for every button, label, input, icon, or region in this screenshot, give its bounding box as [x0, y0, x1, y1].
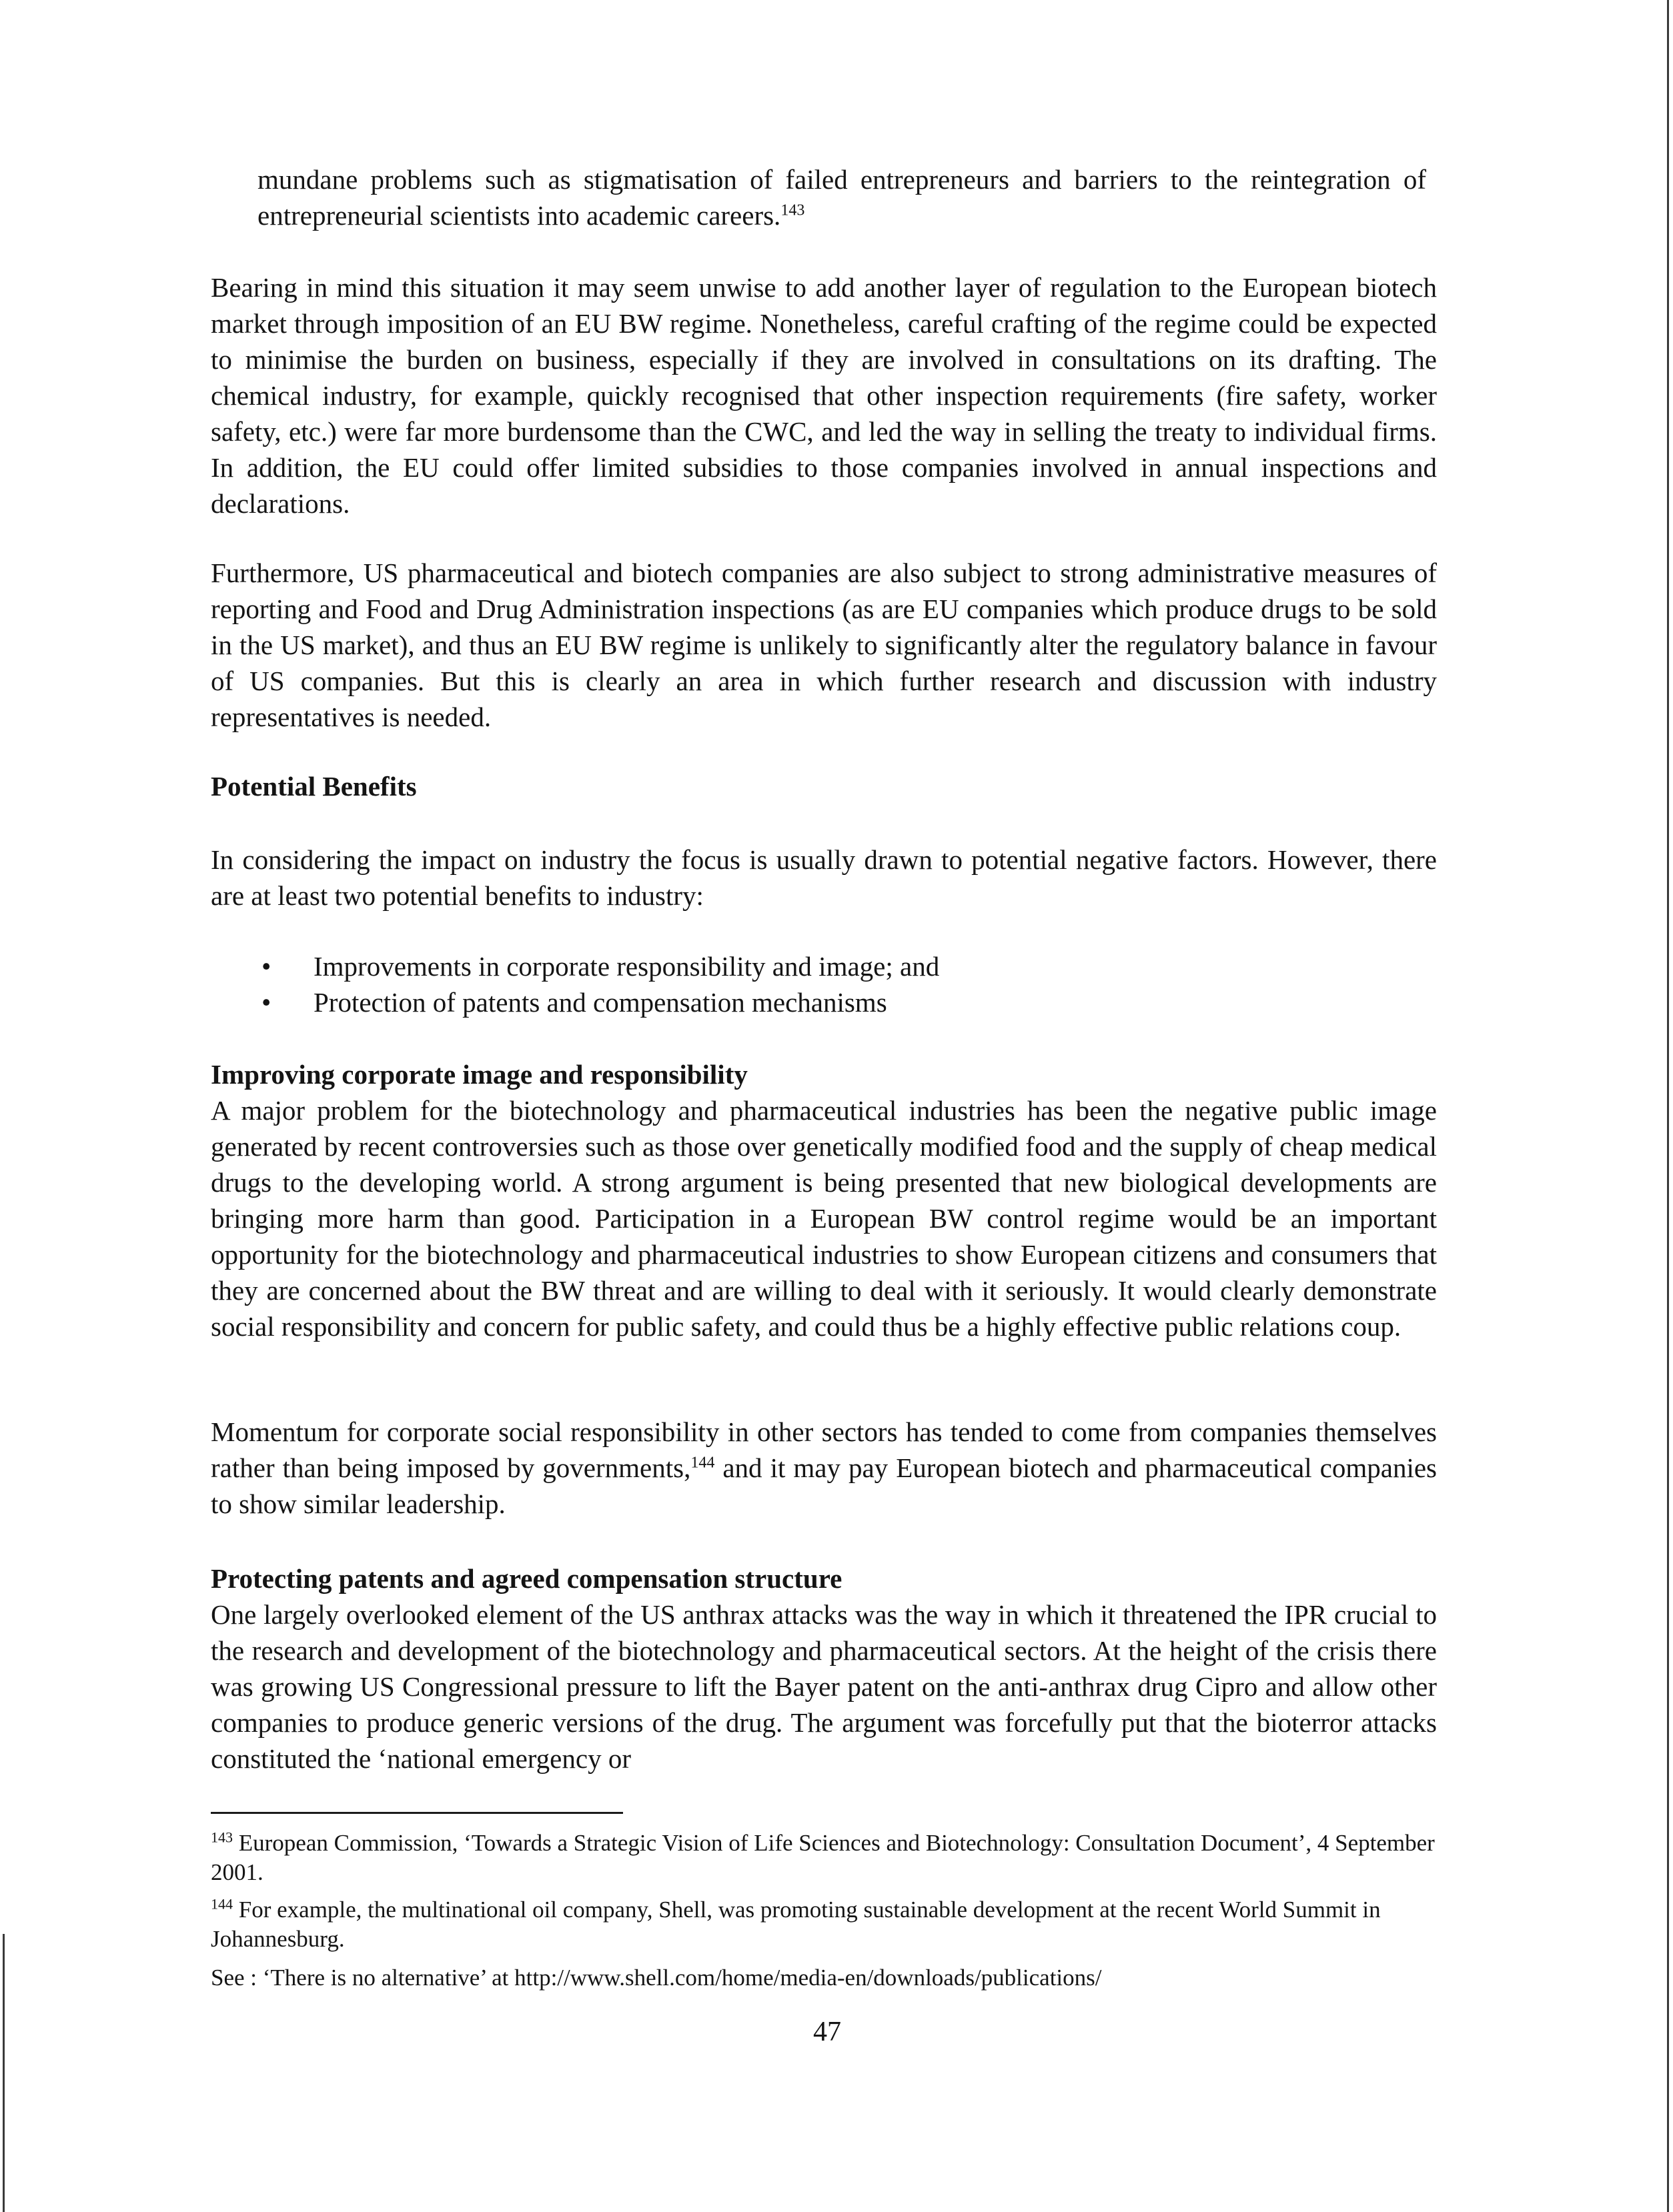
footnote-see-link[interactable]: See : ‘There is no alternative’ at http://www.shell.com/home/media-en/downloads/publications/	[211, 1965, 1102, 1991]
scan-edge-left	[3, 1934, 5, 2212]
paragraph-us-companies: Furthermore, US pharmaceutical and biotech companies are also subject to strong administrative measures of reporting and Food and Drug Administration inspections (as are EU companies which produce drugs to be sold in the US market), and thus an EU BW regime is unlikely to significantly alter the regulatory balance in favour of US companies. But this is clearly an area in which further research and discussion with industry representatives is needed.	[211, 558, 1437, 732]
list-item	[257, 984, 1425, 1020]
indented-quote-paragraph	[257, 161, 1426, 233]
paragraph-impact-on-industry: In considering the impact on industry the focus is usually drawn to potential negative factors. However, there are at least two potential benefits to industry:	[211, 844, 1437, 911]
footnote-143	[211, 1829, 1437, 1887]
benefits-list	[257, 948, 1425, 1020]
paragraph-momentum	[211, 1414, 1437, 1522]
list-item-text: Improvements in corporate responsibility and image; and	[314, 951, 940, 982]
heading-corporate-image: Improving corporate image and responsibility	[211, 1059, 748, 1090]
paragraph-anthrax-ipr: One largely overlooked element of the US anthrax attacks was the way in which it threatened the IPR crucial to the research and development of the biotechnology and pharmaceutical sectors. At the height of the crisis there was growing US Congressional pressure to lift the Bayer patent on the anti-anthrax drug Cipro and allow other companies to produce generic versions of the drug. The argument was forcefully put that the bioterror attacks constituted the ‘national emergency or	[211, 1599, 1437, 1774]
footnote-text-143: European Commission, ‘Towards a Strategic Vision of Life Sciences and Biotechnology: Consultation Document’, 4 September 2001.	[211, 1830, 1435, 1885]
footnote-number-143: 143	[211, 1829, 233, 1846]
footnote-ref-144[interactable]: 144	[690, 1454, 715, 1472]
bullet-icon: •	[261, 987, 271, 1018]
scan-edge-right	[1667, 0, 1669, 2212]
list-item	[257, 948, 1425, 984]
momentum-text-before: Momentum for corporate social responsibility in other sectors has tended to come from companies themselves rather than being imposed by governments,	[211, 1416, 1437, 1483]
quote-text: mundane problems such as stigmatisation of failed entrepreneurs and barriers to the reintegration of entrepreneurial scientists into academic careers.	[257, 164, 1426, 231]
footnote-144	[211, 1895, 1437, 1954]
momentum-text-after: and it may pay European biotech and pharmaceutical companies to show similar leadership.	[211, 1452, 1437, 1519]
footnote-ref-143[interactable]: 143	[780, 201, 805, 219]
footnote-text-144: For example, the multinational oil company, Shell, was promoting sustainable development at the recent World Summit in Johannesburg.	[211, 1897, 1381, 1952]
paragraph-regulation-burden: Bearing in mind this situation it may seem unwise to add another layer of regulation to the European biotech market through imposition of an EU BW regime. Nonetheless, careful crafting of the regime could be expected to minimise the burden on business, especially if they are involved in consultations on its drafting. The chemical industry, for example, quickly recognised that other inspection requirements (fire safety, worker safety, etc.) were far more burdensome than the CWC, and led the way in selling the treaty to individual firms. In addition, the EU could offer limited subsidies to those companies involved in annual inspections and declarations.	[211, 272, 1437, 519]
footnote-divider	[211, 1812, 623, 1814]
list-item-text: Protection of patents and compensation mechanisms	[314, 987, 887, 1018]
heading-protecting-patents: Protecting patents and agreed compensation structure	[211, 1563, 843, 1594]
paragraph-public-image: A major problem for the biotechnology and pharmaceutical industries has been the negative public image generated by recent controversies such as those over genetically modified food and the supply of cheap medical drugs to the developing world. A strong argument is being presented that new biological developments are bringing more harm than good. Participation in a European BW control regime would be an important opportunity for the biotechnology and pharmaceutical industries to show European citizens and consumers that they are concerned about the BW threat and are willing to deal with it seriously. It would clearly demonstrate social responsibility and concern for public safety, and could thus be a highly effective public relations coup.	[211, 1095, 1437, 1342]
page-number: 47	[813, 2017, 841, 2047]
heading-potential-benefits: Potential Benefits	[211, 771, 417, 802]
bullet-icon: •	[261, 951, 271, 982]
footnote-number-144: 144	[211, 1895, 233, 1913]
